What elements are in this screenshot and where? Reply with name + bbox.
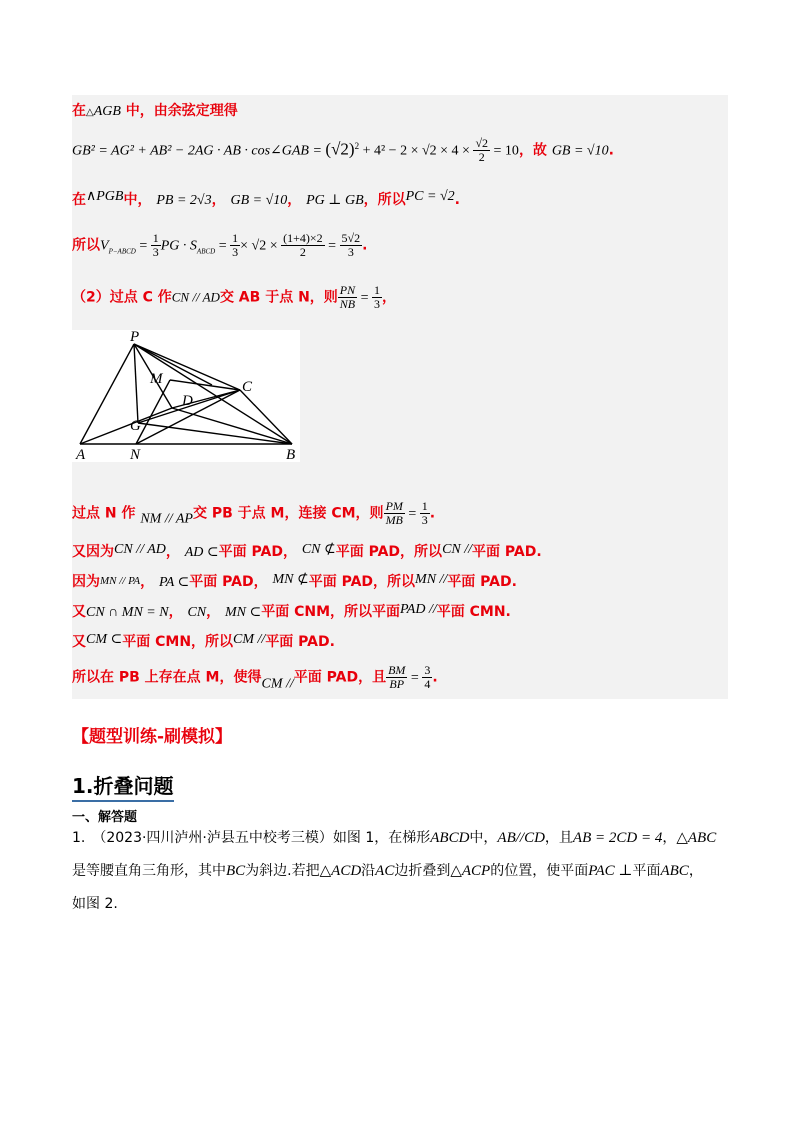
denominator: 3 bbox=[374, 297, 381, 311]
math: MN ⊄ bbox=[272, 572, 309, 587]
text: （2）过点 C 作 bbox=[72, 289, 172, 306]
fraction bbox=[281, 232, 325, 259]
text: . bbox=[454, 192, 460, 208]
solution-line-5 bbox=[72, 284, 396, 311]
cosine-law-expr: GB² = AG² + AB² − 2AG · AB · cos∠GAB = bbox=[72, 143, 326, 159]
math: MN // PA bbox=[100, 575, 141, 587]
math: AD ⊂ bbox=[184, 545, 219, 560]
denominator: NB bbox=[339, 297, 356, 311]
text: 平面 CMN，所以 bbox=[122, 634, 234, 650]
numerator: PN bbox=[339, 283, 356, 297]
solution-line-11 bbox=[72, 664, 438, 693]
label-C: C bbox=[242, 379, 253, 395]
text: ，故 bbox=[518, 142, 552, 159]
text: 平面 PAD， bbox=[218, 544, 297, 560]
solution-line-9 bbox=[72, 601, 511, 621]
numerator: BM bbox=[388, 663, 406, 677]
fraction bbox=[422, 664, 432, 691]
math: PAD // bbox=[400, 602, 437, 617]
math: MN // bbox=[415, 572, 448, 587]
heading-answer-questions: 一、解答题 bbox=[72, 810, 138, 825]
problem-line-1 bbox=[72, 827, 732, 847]
denominator: MB bbox=[385, 513, 403, 527]
math: ABCD bbox=[430, 830, 470, 846]
denominator: 2 bbox=[478, 150, 485, 164]
text: 平面 CMN. bbox=[436, 604, 511, 620]
text: 为斜边.若把 bbox=[245, 863, 320, 879]
heading-folding-problems: 1.折叠问题 bbox=[72, 770, 174, 802]
text: 边折叠到 bbox=[394, 863, 451, 879]
text: . bbox=[429, 505, 436, 522]
math: CN bbox=[187, 605, 207, 620]
text: ，且 bbox=[544, 830, 573, 846]
text: ，所以 bbox=[363, 192, 406, 208]
numerator: 1 bbox=[232, 231, 239, 245]
text: 交 AB 于点 N，则 bbox=[219, 289, 338, 306]
text: 1. （2023·四川泸州·泸县五中校考三模）如图 1，在梯形 bbox=[72, 830, 431, 846]
math: CN // AD bbox=[114, 542, 166, 557]
math: GB = √10 bbox=[551, 143, 609, 159]
math: PC = √2 bbox=[405, 189, 455, 204]
math: CM // bbox=[233, 632, 266, 647]
math: CN ∩ MN = N bbox=[86, 605, 169, 620]
problem-line-2 bbox=[72, 860, 732, 880]
text: 因为 bbox=[72, 574, 100, 590]
text: . bbox=[608, 142, 614, 159]
denominator: 2 bbox=[299, 245, 306, 259]
math: PB = 2√3 bbox=[156, 193, 212, 208]
math: = bbox=[404, 506, 420, 522]
fraction bbox=[372, 284, 382, 311]
text: ， bbox=[382, 289, 397, 306]
math: = bbox=[324, 238, 340, 254]
denominator: 3 bbox=[347, 245, 354, 259]
solution-line-8 bbox=[72, 571, 517, 591]
math: △ABC bbox=[676, 830, 717, 846]
math: 2 bbox=[354, 140, 360, 151]
math: ABCD bbox=[196, 247, 216, 256]
text: 所以在 PB 上存在点 M，使得 bbox=[72, 669, 262, 686]
math: AB//CD bbox=[497, 830, 545, 846]
text: 在 bbox=[72, 103, 86, 119]
denominator: BP bbox=[389, 677, 405, 691]
math: ∧PGB bbox=[86, 189, 124, 204]
text: ， bbox=[662, 830, 677, 846]
text: 平面 bbox=[632, 863, 661, 879]
text: 所以 bbox=[72, 237, 100, 254]
numerator: 1 bbox=[421, 499, 428, 513]
solution-line-7 bbox=[72, 541, 542, 561]
numerator: (1+4)×2 bbox=[283, 231, 323, 245]
text: 平面 PAD. bbox=[265, 634, 335, 650]
math: V bbox=[100, 238, 109, 254]
numerator: PM bbox=[385, 499, 403, 513]
text: 又因为 bbox=[72, 544, 114, 560]
solution-line-2 bbox=[72, 137, 614, 164]
problem-line-3: 如图 2. bbox=[72, 896, 118, 912]
math: △ACD bbox=[319, 863, 362, 879]
text: . bbox=[432, 669, 438, 686]
text: ， bbox=[211, 192, 226, 208]
math: PG ⊥ GB bbox=[306, 193, 364, 208]
text: ， bbox=[165, 544, 180, 560]
text: 平面 PAD，所以 bbox=[308, 574, 416, 590]
fraction bbox=[384, 500, 405, 527]
numerator: 1 bbox=[152, 231, 159, 245]
math: PA ⊂ bbox=[159, 575, 190, 590]
pyramid-figure bbox=[72, 330, 300, 462]
text: 在 bbox=[72, 192, 86, 208]
text: 中， bbox=[469, 830, 498, 846]
math: CM // bbox=[261, 676, 294, 692]
text: ， bbox=[206, 604, 221, 620]
math: P−ABCD bbox=[108, 247, 136, 256]
denominator: 4 bbox=[424, 677, 431, 691]
math: CN ⊄ bbox=[301, 542, 336, 557]
fraction bbox=[340, 232, 363, 259]
numerator: √2 bbox=[475, 136, 489, 150]
math: MN ⊂ bbox=[225, 605, 262, 620]
label-P: P bbox=[130, 330, 140, 345]
math: CN // AD bbox=[171, 289, 220, 305]
text: 平面 PAD. bbox=[472, 544, 542, 560]
fraction bbox=[386, 664, 407, 691]
text: 是等腰直角三角形，其中 bbox=[72, 863, 226, 879]
math: NM // AP bbox=[140, 511, 193, 527]
math: AB = 2CD = 4 bbox=[572, 830, 663, 846]
numerator: 5√2 bbox=[341, 231, 361, 245]
math: (√2) bbox=[325, 139, 355, 159]
math: GB = √10 bbox=[230, 193, 288, 208]
text: 沿 bbox=[361, 863, 376, 879]
section-title: 【题型训练-刷模拟】 bbox=[72, 727, 233, 747]
text: 平面 PAD，且 bbox=[293, 669, 387, 686]
text: 平面 PAD，所以 bbox=[335, 544, 443, 560]
denominator: 3 bbox=[421, 513, 428, 527]
text: 平面 PAD. bbox=[447, 574, 517, 590]
text: 过点 N 作 bbox=[72, 505, 141, 522]
math: BC bbox=[226, 863, 246, 879]
solution-line-10 bbox=[72, 631, 335, 651]
text: 的位置，使平面 bbox=[490, 863, 589, 879]
text: 中，由余弦定理得 bbox=[120, 103, 238, 119]
triangle-symbol: △ bbox=[86, 107, 94, 118]
fraction bbox=[420, 500, 430, 527]
math: CM ⊂ bbox=[86, 632, 123, 647]
math: PAC ⊥ bbox=[588, 863, 633, 879]
label-D: D bbox=[182, 393, 193, 409]
math: PG · S bbox=[160, 238, 197, 254]
denominator: 3 bbox=[152, 245, 159, 259]
text: ， bbox=[168, 604, 183, 620]
math: ABC bbox=[660, 863, 689, 879]
solution-line-4 bbox=[72, 232, 367, 259]
math: AGB bbox=[93, 104, 121, 119]
fraction bbox=[473, 137, 490, 164]
text: 中， bbox=[123, 192, 152, 208]
text: . bbox=[362, 237, 368, 254]
math: = bbox=[407, 670, 423, 686]
text: ， bbox=[688, 863, 703, 879]
numerator: 1 bbox=[374, 283, 381, 297]
text: 平面 PAD， bbox=[189, 574, 268, 590]
fraction bbox=[230, 232, 240, 259]
label-N: N bbox=[130, 447, 141, 462]
label-M: M bbox=[150, 371, 163, 387]
label-B: B bbox=[286, 447, 296, 462]
fraction bbox=[338, 284, 357, 311]
math: × √2 × bbox=[240, 238, 282, 254]
text: 交 PB 于点 M，连接 CM，则 bbox=[192, 505, 384, 522]
solution-line-3 bbox=[72, 188, 460, 209]
text: 又 bbox=[72, 604, 86, 620]
numerator: 3 bbox=[424, 663, 431, 677]
fraction bbox=[151, 232, 161, 259]
math: CN // bbox=[442, 542, 473, 557]
text: ， bbox=[287, 192, 302, 208]
math: AC bbox=[375, 863, 395, 879]
math: = 10 bbox=[490, 143, 519, 159]
math: = bbox=[215, 238, 231, 254]
denominator: 3 bbox=[232, 245, 239, 259]
math: = bbox=[135, 238, 151, 254]
text: 平面 CNM，所以平面 bbox=[261, 604, 401, 620]
text: ， bbox=[140, 574, 155, 590]
pyramid-diagram bbox=[72, 330, 300, 462]
math: △ACP bbox=[450, 863, 491, 879]
math: = bbox=[357, 290, 373, 306]
label-G: G bbox=[130, 418, 141, 434]
solution-line-1 bbox=[72, 100, 238, 120]
math: + 4² − 2 × √2 × 4 × bbox=[359, 143, 474, 159]
text: 又 bbox=[72, 634, 86, 650]
label-A: A bbox=[76, 447, 86, 462]
solution-line-6 bbox=[72, 500, 435, 528]
